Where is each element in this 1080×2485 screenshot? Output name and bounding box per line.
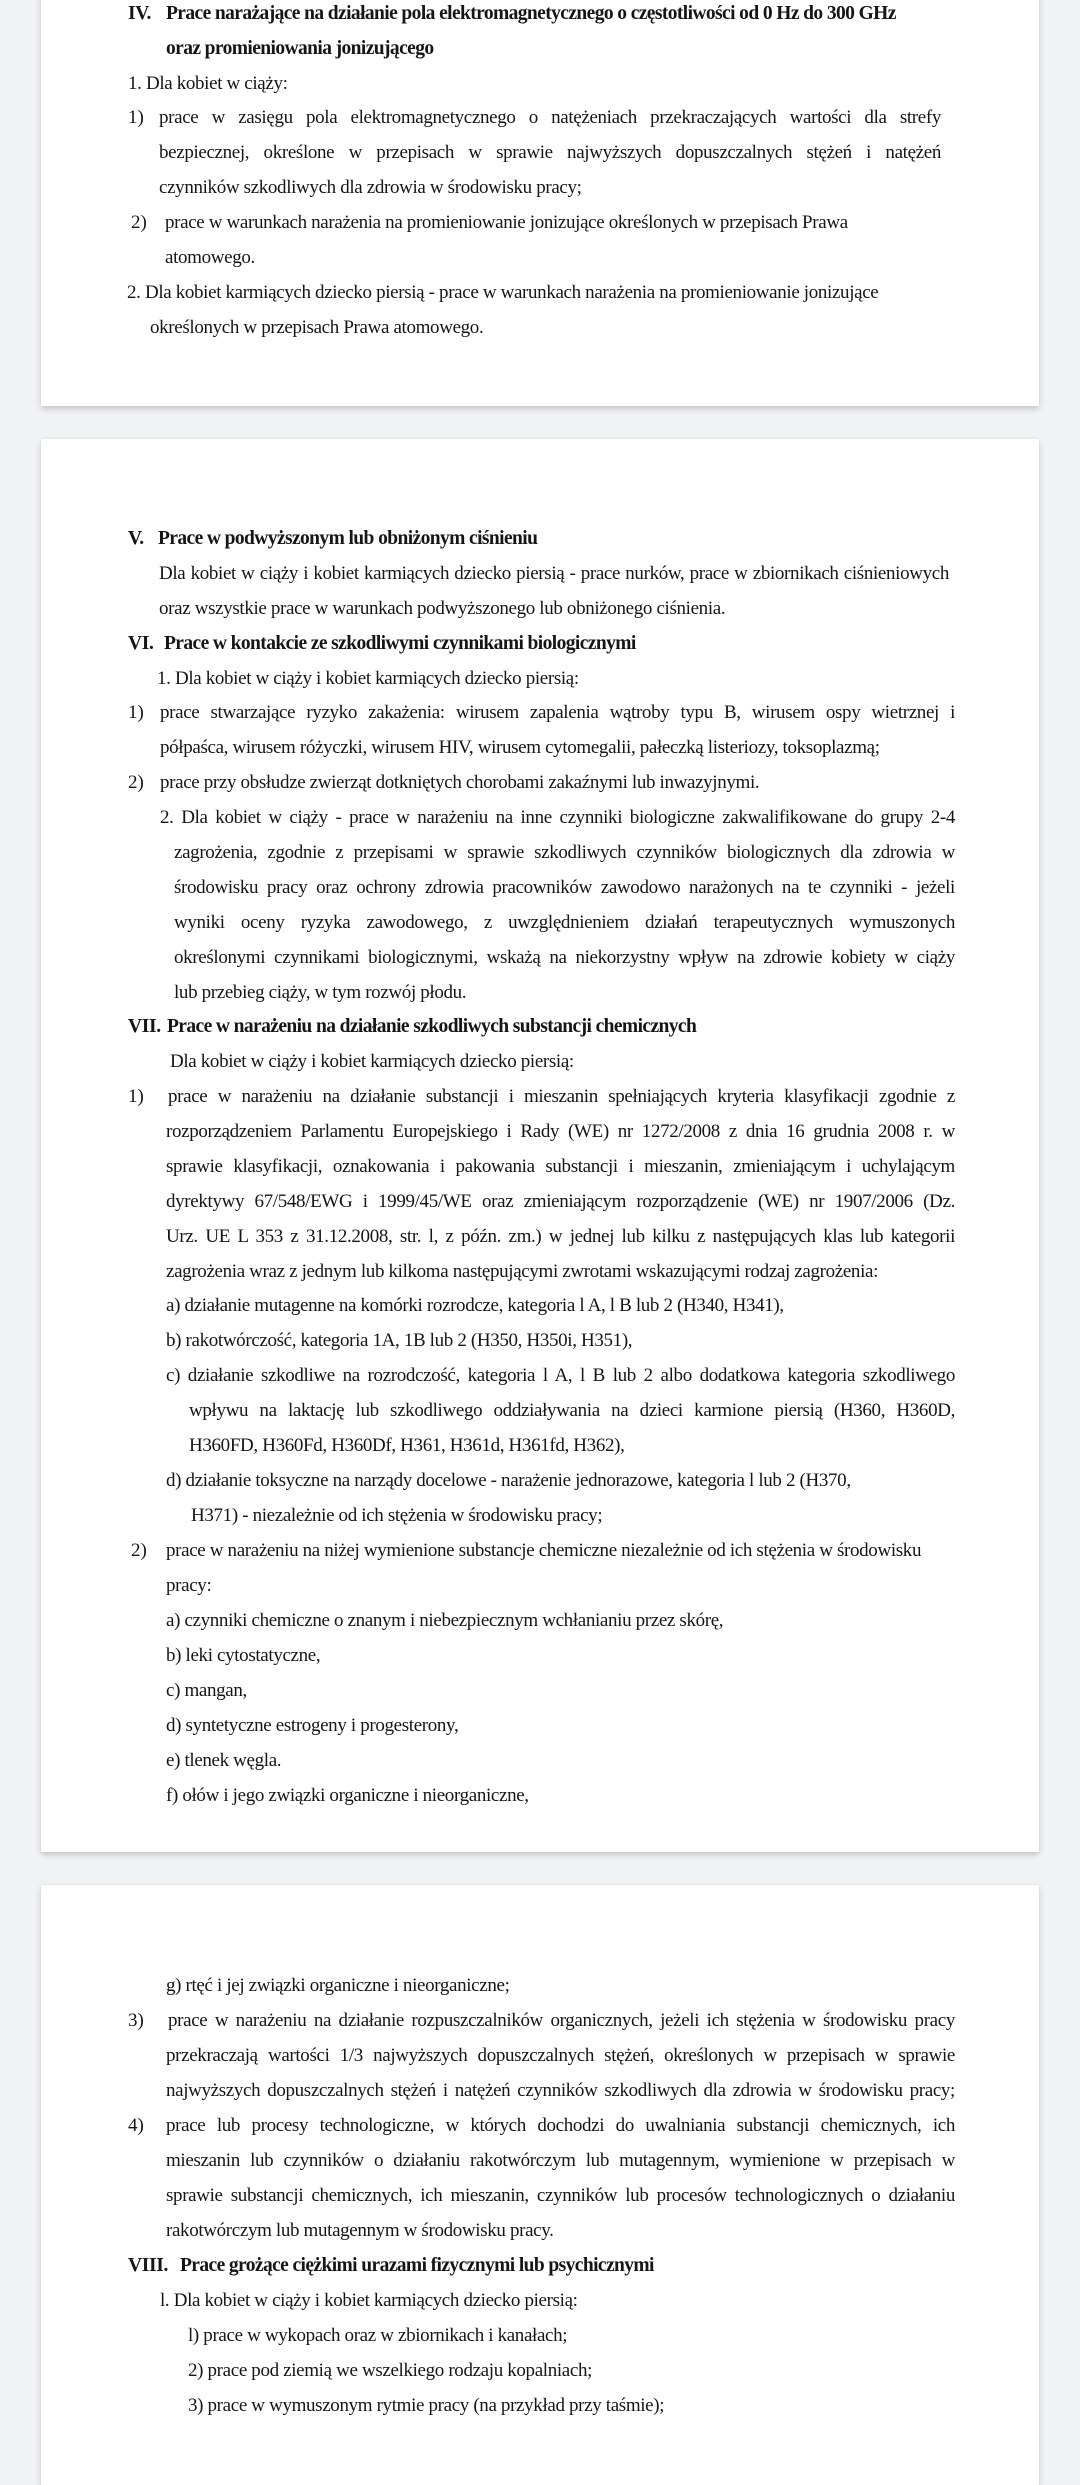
section-vi-title: Prace w kontakcie ze szkodliwymi czynnikami biologicznymi — [164, 633, 636, 654]
section-vii-item1-sub-c-line1: c) działanie szkodliwe na rozrodczość, kategoria l A, l B lub 2 albo dodatkowa kategoria szkodliwego — [166, 1365, 955, 1386]
section-vii-item4-line4: rakotwórczym lub mutagennym w środowisku pracy. — [166, 2220, 554, 2241]
section-vi-item1-line1: prace stwarzające ryzyko zakażenia: wirusem zapalenia wątroby typu B, wirusem ospy wietrznej i — [160, 702, 955, 723]
section-vii-item3-line1: prace w narażeniu na działanie rozpuszczalników organicznych, jeżeli ich stężenia w środowisku pracy — [168, 2010, 955, 2031]
section-vii-item1-sub-d-line2: H371) - niezależnie od ich stężenia w środowisku pracy; — [191, 1505, 603, 1526]
list-number: 1) — [128, 1086, 144, 1107]
section-vii-item2-sub-f: f) ołów i jego związki organiczne i nieorganiczne, — [166, 1785, 529, 1806]
section-vii-item1-line3: sprawie klasyfikacji, oznakowania i pakowania substancji i mieszanin, zmieniającym i uchylającym — [166, 1156, 955, 1177]
list-number: 1) — [128, 107, 144, 128]
list-number: 3) — [128, 2010, 144, 2031]
section-vi-item2-line1: prace przy obsłudze zwierząt dotkniętych chorobami zakaźnymi lub inwazyjnymi. — [160, 772, 760, 793]
section-iv-item2-line1: prace w warunkach narażenia na promieniowanie jonizujące określonych w przepisach Prawa — [165, 212, 848, 233]
section-vii-item3-line3: najwyższych dopuszczalnych stężeń i natężeń czynników szkodliwych dla zdrowia w środowisku pracy; — [166, 2080, 955, 2101]
section-iv-item1-line2: bezpiecznej, określone w przepisach w sprawie najwyższych dopuszczalnych stężeń i natężeń — [159, 142, 941, 163]
section-vii-item1-sub-b: b) rakotwórczość, kategoria 1A, 1B lub 2 (H350, H350i, H351), — [166, 1330, 633, 1351]
list-number: 2) — [128, 772, 144, 793]
section-vii-item2-sub-b: b) leki cytostatyczne, — [166, 1645, 321, 1666]
section-vii-title: Prace w narażeniu na działanie szkodliwych substancji chemicznych — [167, 1016, 697, 1037]
section-viii-item2: 2) prace pod ziemią we wszelkiego rodzaju kopalniach; — [188, 2360, 593, 2381]
section-vii-item1-line5: Urz. UE L 353 z 31.12.2008, str. l, z późn. zm.) w jednej lub kilku z następujących klas lub kategorii — [166, 1226, 955, 1247]
section-v-body-line1: Dla kobiet w ciąży i kobiet karmiących dziecko piersią - prace nurków, prace w zbiornikach ciśnieniowych — [159, 563, 949, 584]
section-vii-item1-line4: dyrektywy 67/548/EWG i 1999/45/WE oraz zmieniającym rozporządzenie (WE) nr 1907/2006 (Dz. — [166, 1191, 955, 1212]
section-iv-point-2-line2: określonych w przepisach Prawa atomowego. — [150, 317, 484, 338]
section-v-title: Prace w podwyższonym lub obniżonym ciśnieniu — [158, 528, 538, 549]
section-vii-item4-line1: prace lub procesy technologiczne, w których dochodzi do uwalniania substancji chemicznych, ich — [166, 2115, 955, 2136]
section-vii-item1-sub-c-line2: wpływu na laktację lub szkodliwego oddziaływania na dzieci karmione piersią (H360, H360D, — [189, 1400, 955, 1421]
section-vi-point-2-line4: wyniki oceny ryzyka zawodowego, z uwzględnieniem działań terapeutycznych wymuszonych — [174, 912, 955, 933]
list-number: 2) — [131, 1540, 147, 1561]
list-number: 2) — [131, 212, 147, 233]
section-iv-item1-line3: czynników szkodliwych dla zdrowia w środowisku pracy; — [159, 177, 582, 198]
section-vii-item1-sub-d-line1: d) działanie toksyczne na narządy docelowe - narażenie jednorazowe, kategoria l lub 2 (H370, — [166, 1470, 851, 1491]
section-vi-point-2-line2: zagrożenia, zgodnie z przepisami w sprawie szkodliwych czynników biologicznych dla zdrowia w — [174, 842, 955, 863]
section-vii-item2-line2: pracy: — [166, 1575, 212, 1596]
section-vii-item2-sub-e: e) tlenek węgla. — [166, 1750, 282, 1771]
section-iv-numeral: IV. — [128, 3, 151, 24]
section-iv-point-1-intro: 1. Dla kobiet w ciąży: — [128, 73, 288, 94]
list-number: 4) — [128, 2115, 144, 2136]
section-vi-point-2-line3: środowisku pracy oraz ochrony zdrowia pracowników zawodowo narażonych na te czynniki - jeżeli — [174, 877, 955, 898]
section-vii-item2-sub-d: d) syntetyczne estrogeny i progesterony, — [166, 1715, 459, 1736]
section-iv-item2-line2: atomowego. — [165, 247, 255, 268]
section-viii-item1: l) prace w wykopach oraz w zbiornikach i kanałach; — [188, 2325, 568, 2346]
section-vii-numeral: VII. — [128, 1016, 161, 1037]
section-viii-title: Prace grożące ciężkimi urazami fizycznymi lub psychicznymi — [180, 2255, 654, 2276]
section-vii-item1-sub-a: a) działanie mutagenne na komórki rozrodcze, kategoria l A, l B lub 2 (H340, H341), — [166, 1295, 784, 1316]
section-viii-point-1-intro: l. Dla kobiet w ciąży i kobiet karmiących dziecko piersią: — [160, 2290, 578, 2311]
section-vi-point-2-line6: lub przebieg ciąży, w tym rozwój płodu. — [174, 982, 467, 1003]
section-vii-item2-sub-c: c) mangan, — [166, 1680, 247, 1701]
section-iv-point-2-line1: 2. Dla kobiet karmiących dziecko piersią - prace w warunkach narażenia na promieniowanie jonizujące — [127, 282, 879, 303]
section-viii-item3-partial: 3) prace w wymuszonym rytmie pracy (na przykład przy taśmie); — [188, 2395, 665, 2416]
section-vi-point-2-line5: określonymi czynnikami biologicznymi, wskażą na niekorzystny wpływ na zdrowie kobiety w ciąży — [174, 947, 955, 968]
section-vii-item1-line1: prace w narażeniu na działanie substancji i mieszanin spełniających kryteria klasyfikacji zgodnie z — [168, 1086, 955, 1107]
section-v-body-line2: oraz wszystkie prace w warunkach podwyższonego lub obniżonego ciśnienia. — [159, 598, 726, 619]
section-viii-numeral: VIII. — [128, 2255, 168, 2276]
section-vii-item1-line6: zagrożenia wraz z jednym lub kilkoma następującymi zwrotami wskazującymi rodzaj zagrożenia: — [166, 1261, 879, 1282]
section-iv-title-line2: oraz promieniowania jonizującego — [166, 38, 434, 59]
section-vii-item2-sub-a: a) czynniki chemiczne o znanym i niebezpiecznym wchłanianiu przez skórę, — [166, 1610, 724, 1631]
section-vii-item2-sub-g: g) rtęć i jej związki organiczne i nieorganiczne; — [166, 1975, 510, 1996]
section-vii-item2-line1: prace w narażeniu na niżej wymienione substancje chemiczne niezależnie od ich stężenia w środowisku — [166, 1540, 922, 1561]
section-vii-intro: Dla kobiet w ciąży i kobiet karmiących dziecko piersią: — [170, 1051, 574, 1072]
section-v-numeral: V. — [128, 528, 144, 549]
section-vii-item4-line3: sprawie substancji chemicznych, ich mieszanin, czynników lub procesów technologicznych o działaniu — [166, 2185, 955, 2206]
section-vii-item4-line2: mieszanin lub czynników o działaniu rakotwórczym lub mutagennym, wymienione w przepisach w — [166, 2150, 955, 2171]
section-iv-item1-line1: prace w zasięgu pola elektromagnetycznego o natężeniach przekraczających wartości dla strefy — [159, 107, 941, 128]
section-iv-title-line1: Prace narażające na działanie pola elektromagnetycznego o częstotliwości od 0 Hz do 300 GHz — [166, 3, 896, 24]
section-vi-numeral: VI. — [128, 633, 154, 654]
section-vii-item1-line2: rozporządzeniem Parlamentu Europejskiego i Rady (WE) nr 1272/2008 z dnia 16 grudnia 2008 r. w — [166, 1121, 955, 1142]
section-vi-point-1-intro: 1. Dla kobiet w ciąży i kobiet karmiących dziecko piersią: — [157, 668, 579, 689]
section-vii-item1-sub-c-line3: H360FD, H360Fd, H360Df, H361, H361d, H361fd, H362), — [189, 1435, 625, 1456]
section-vi-item1-line2: półpaśca, wirusem różyczki, wirusem HIV, wirusem cytomegalii, pałeczką listeriozy, toksoplazmą; — [160, 737, 880, 758]
section-vii-item3-line2: przekraczają wartości 1/3 najwyższych dopuszczalnych stężeń, określonych w przepisach w sprawie — [166, 2045, 955, 2066]
list-number: 1) — [128, 702, 144, 723]
section-vi-point-2-line1: 2. Dla kobiet w ciąży - prace w narażeniu na inne czynniki biologiczne zakwalifikowane do grupy 2-4 — [160, 807, 955, 828]
